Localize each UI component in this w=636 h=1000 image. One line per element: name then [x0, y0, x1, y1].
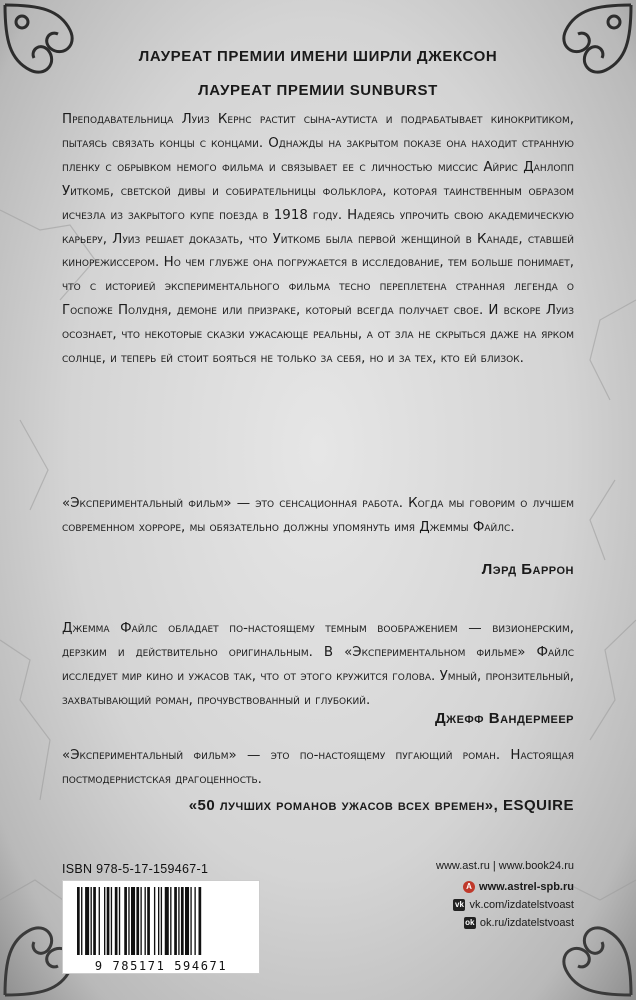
- astrel-link[interactable]: www.astrel-spb.ru: [479, 881, 574, 893]
- award-line-jackson: ЛАУРЕАТ ПРЕМИИ ИМЕНИ ШИРЛИ ДЖЕКСОН: [138, 48, 498, 65]
- vk-row[interactable]: [384, 896, 574, 914]
- review-author-barron: Лэрд Баррон: [481, 561, 574, 578]
- barcode-box: [62, 880, 260, 974]
- vk-icon: vk: [455, 900, 464, 909]
- barcode-digits: 9 785171 594671: [94, 959, 228, 973]
- review-quote-vandermeer: Джемма Файлс обладает по-настоящему темным воображением — визионерским, дерзким и действительно оригинальным. В «Экспериментальном фильме» Файлс исследует мир кино и ужасов так, что от этого кружится голова. Умный, пронзительный, захватывающий роман, прочувствованный и глубокий.: [62, 621, 574, 708]
- ok-icon: ok: [465, 918, 475, 927]
- book-synopsis: Преподавательница Луиз Кернс растит сына-аутиста и подрабатывает кинокритиком, пытаясь связать концы с концами. Однажды на закрытом показе она находит странную пленку с обрывком немого фильма и связывает ее с личностью миссис Айрис Данлопп Уиткомб, светской дивы и собирательницы фольклора, которая таинственным образом исчезла из закрытого купе поезда в 1918 году. Надеясь упрочить свою академическую карьеру, Луиз решает доказать, что Уиткомб была первой женщиной в Канаде, ставшей кинорежиссером. Но чем глубже она погружается в исследование, тем больше понимает, что с историей экспериментального фильма тесно переплетена странная легенда о Госпоже Полудня, демоне или призраке, который всегда получает свое. И вскоре Луиз осознает, что некоторые сказки ужасающе реальны, а от зла не скрыться даже на ярком солнце, и теперь ей стоит бояться не только за себя, но и за тех, кто ей близок.: [62, 112, 574, 367]
- publisher-info: [384, 860, 574, 932]
- astrel-logo-icon: A: [463, 881, 475, 893]
- review-author-vandermeer: Джефф Вандермеер: [434, 710, 574, 727]
- ok-row[interactable]: [384, 914, 574, 932]
- vk-link[interactable]: vk.com/izdatelstvoast: [469, 899, 574, 911]
- ok-link[interactable]: ok.ru/izdatelstvoast: [479, 917, 574, 929]
- award-line-sunburst: ЛАУРЕАТ ПРЕМИИ SUNBURST: [198, 82, 438, 99]
- barcode-icon: [77, 887, 245, 957]
- isbn-barcode: [62, 862, 262, 974]
- review-quote-barron: «Экспериментальный фильм» — это сенсационная работа. Когда мы говорим о лучшем современном хорроре, мы обязательно должны упомянуть имя Джеммы Файлс.: [62, 496, 574, 535]
- astrel-row[interactable]: [384, 878, 574, 896]
- publisher-websites[interactable]: www.ast.ru | www.book24.ru: [436, 860, 574, 872]
- review-quote-esquire: «Экспериментальный фильм» — это по-настоящему пугающий роман. Настоящая постмодернистская драгоценность.: [62, 748, 574, 787]
- review-author-esquire: «50 лучших романов ужасов всех времен», ESQUIRE: [188, 797, 574, 814]
- isbn-label: ISBN 978-5-17-159467-1: [62, 862, 209, 876]
